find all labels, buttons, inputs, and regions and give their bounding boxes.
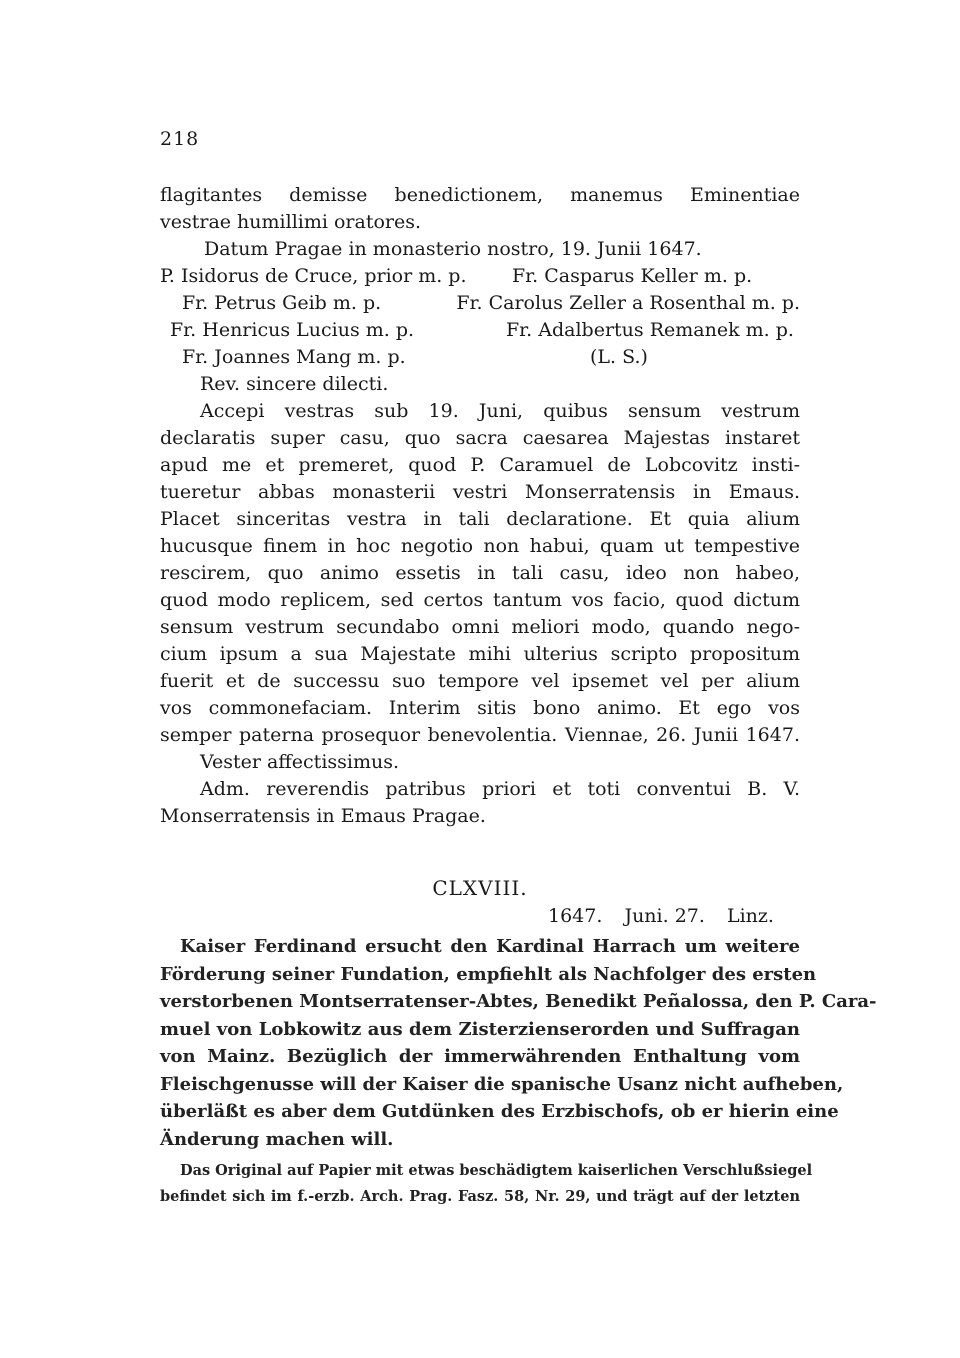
reply-line: cium ipsum a sua Majestate mihi ulterius scripto propositum [160,643,800,665]
seal-mark: (L. S.) [590,346,648,368]
signatory: Fr. Petrus Geib m. p. [182,292,382,314]
page-number: 218 [160,128,200,150]
dating-line: Datum Pragae in monasterio nostro, 19. Junii 1647. [204,238,702,260]
signature-row [160,263,800,290]
regest-line: Änderung machen will. [160,1128,394,1150]
address-line: Monserratensis in Emaus Pragae. [160,805,486,827]
regest-line: Förderung seiner Fundation, empfiehlt als Nachfolger des ersten [160,963,817,985]
reply-line: rescirem, quo animo essetis in tali casu, ideo non habeo, [160,562,800,584]
reply-line: semper paterna prosequor benevolentia. Viennae, 26. Junii 1647. [160,724,800,746]
regest-line: von Mainz. Bezüglich der immerwährenden Enthaltung vom [160,1046,800,1067]
date-year: 1647. [548,905,603,927]
letter-line: flagitantes demisse benedictionem, manemus Eminentiae [160,184,800,206]
signature-row [160,317,800,344]
signatory: Fr. Carolus Zeller a Rosenthal m. p. [456,292,800,314]
note-line: Das Original auf Papier mit etwas beschädigtem kaiserlichen Verschlußsiegel [180,1162,813,1179]
note-line: befindet sich im f.-erzb. Arch. Prag. Fasz. 58, Nr. 29, und trägt auf der letzten [160,1188,800,1205]
reply-line: fuerit et de successu suo tempore vel ipsemet vel per alium [160,670,800,692]
signature-row [160,290,800,317]
signatory: Fr. Adalbertus Remanek m. p. [506,319,794,341]
regest-line: verstorbenen Montserratenser-Abtes, Benedikt Peñalossa, den P. Cara- [160,991,877,1012]
reply-line: tueretur abbas monasterii vestri Monserratensis in Emaus. [160,481,800,503]
closing: Vester affectissimus. [200,751,400,773]
signature-row [160,344,800,371]
reply-line: hucusque finem in hoc negotio non habui, quam ut tempestive [160,535,800,557]
letter-line: vestrae humillimi oratores. [160,211,422,233]
archival-note [160,1158,813,1210]
reply-line: vos commonefaciam. Interim sitis bono animo. Et ego vos [160,697,800,719]
regest-line: Kaiser Ferdinand ersucht den Kardinal Harrach um weitere [180,936,800,957]
reply-line: declaratis super casu, quo sacra caesarea Majestas instaret [160,427,800,449]
reply-line: apud me et premeret, quod P. Caramuel de Lobcovitz insti- [160,454,800,476]
signatory: Fr. Joannes Mang m. p. [182,346,406,368]
date-place: Linz. [726,905,774,927]
letter-body [160,182,800,830]
reply-line: Accepi vestras sub 19. Juni, quibus sensum vestrum [200,400,800,422]
address-line: Adm. reverendis patribus priori et toti conventui B. V. [200,778,800,800]
regest-line: muel von Lobkowitz aus dem Zisterzienserorden und Suffragan [160,1018,800,1040]
document-number: CLXVIII. [432,876,528,900]
signatory: Fr. Henricus Lucius m. p. [170,319,415,341]
reply-line: sensum vestrum secundabo omni meliori modo, quando nego- [160,616,800,638]
date-day-month: Juni. 27. [624,905,705,927]
signatory: P. Isidorus de Cruce, prior m. p. [160,265,467,287]
regest [160,933,877,1153]
reply-line: quod modo replicem, sed certos tantum vos facio, quod dictum [160,589,800,611]
reply-line: Placet sinceritas vestra in tali declaratione. Et quia alium [160,508,800,530]
regest-line: Fleischgenusse will der Kaiser die spanische Usanz nicht aufheben, [160,1073,844,1095]
dateline [548,905,774,927]
regest-line: überläßt es aber dem Gutdünken des Erzbischofs, ob er hierin eine [160,1101,839,1122]
reply-salutation: Rev. sincere dilecti. [200,373,389,395]
signatory: Fr. Casparus Keller m. p. [512,265,753,287]
